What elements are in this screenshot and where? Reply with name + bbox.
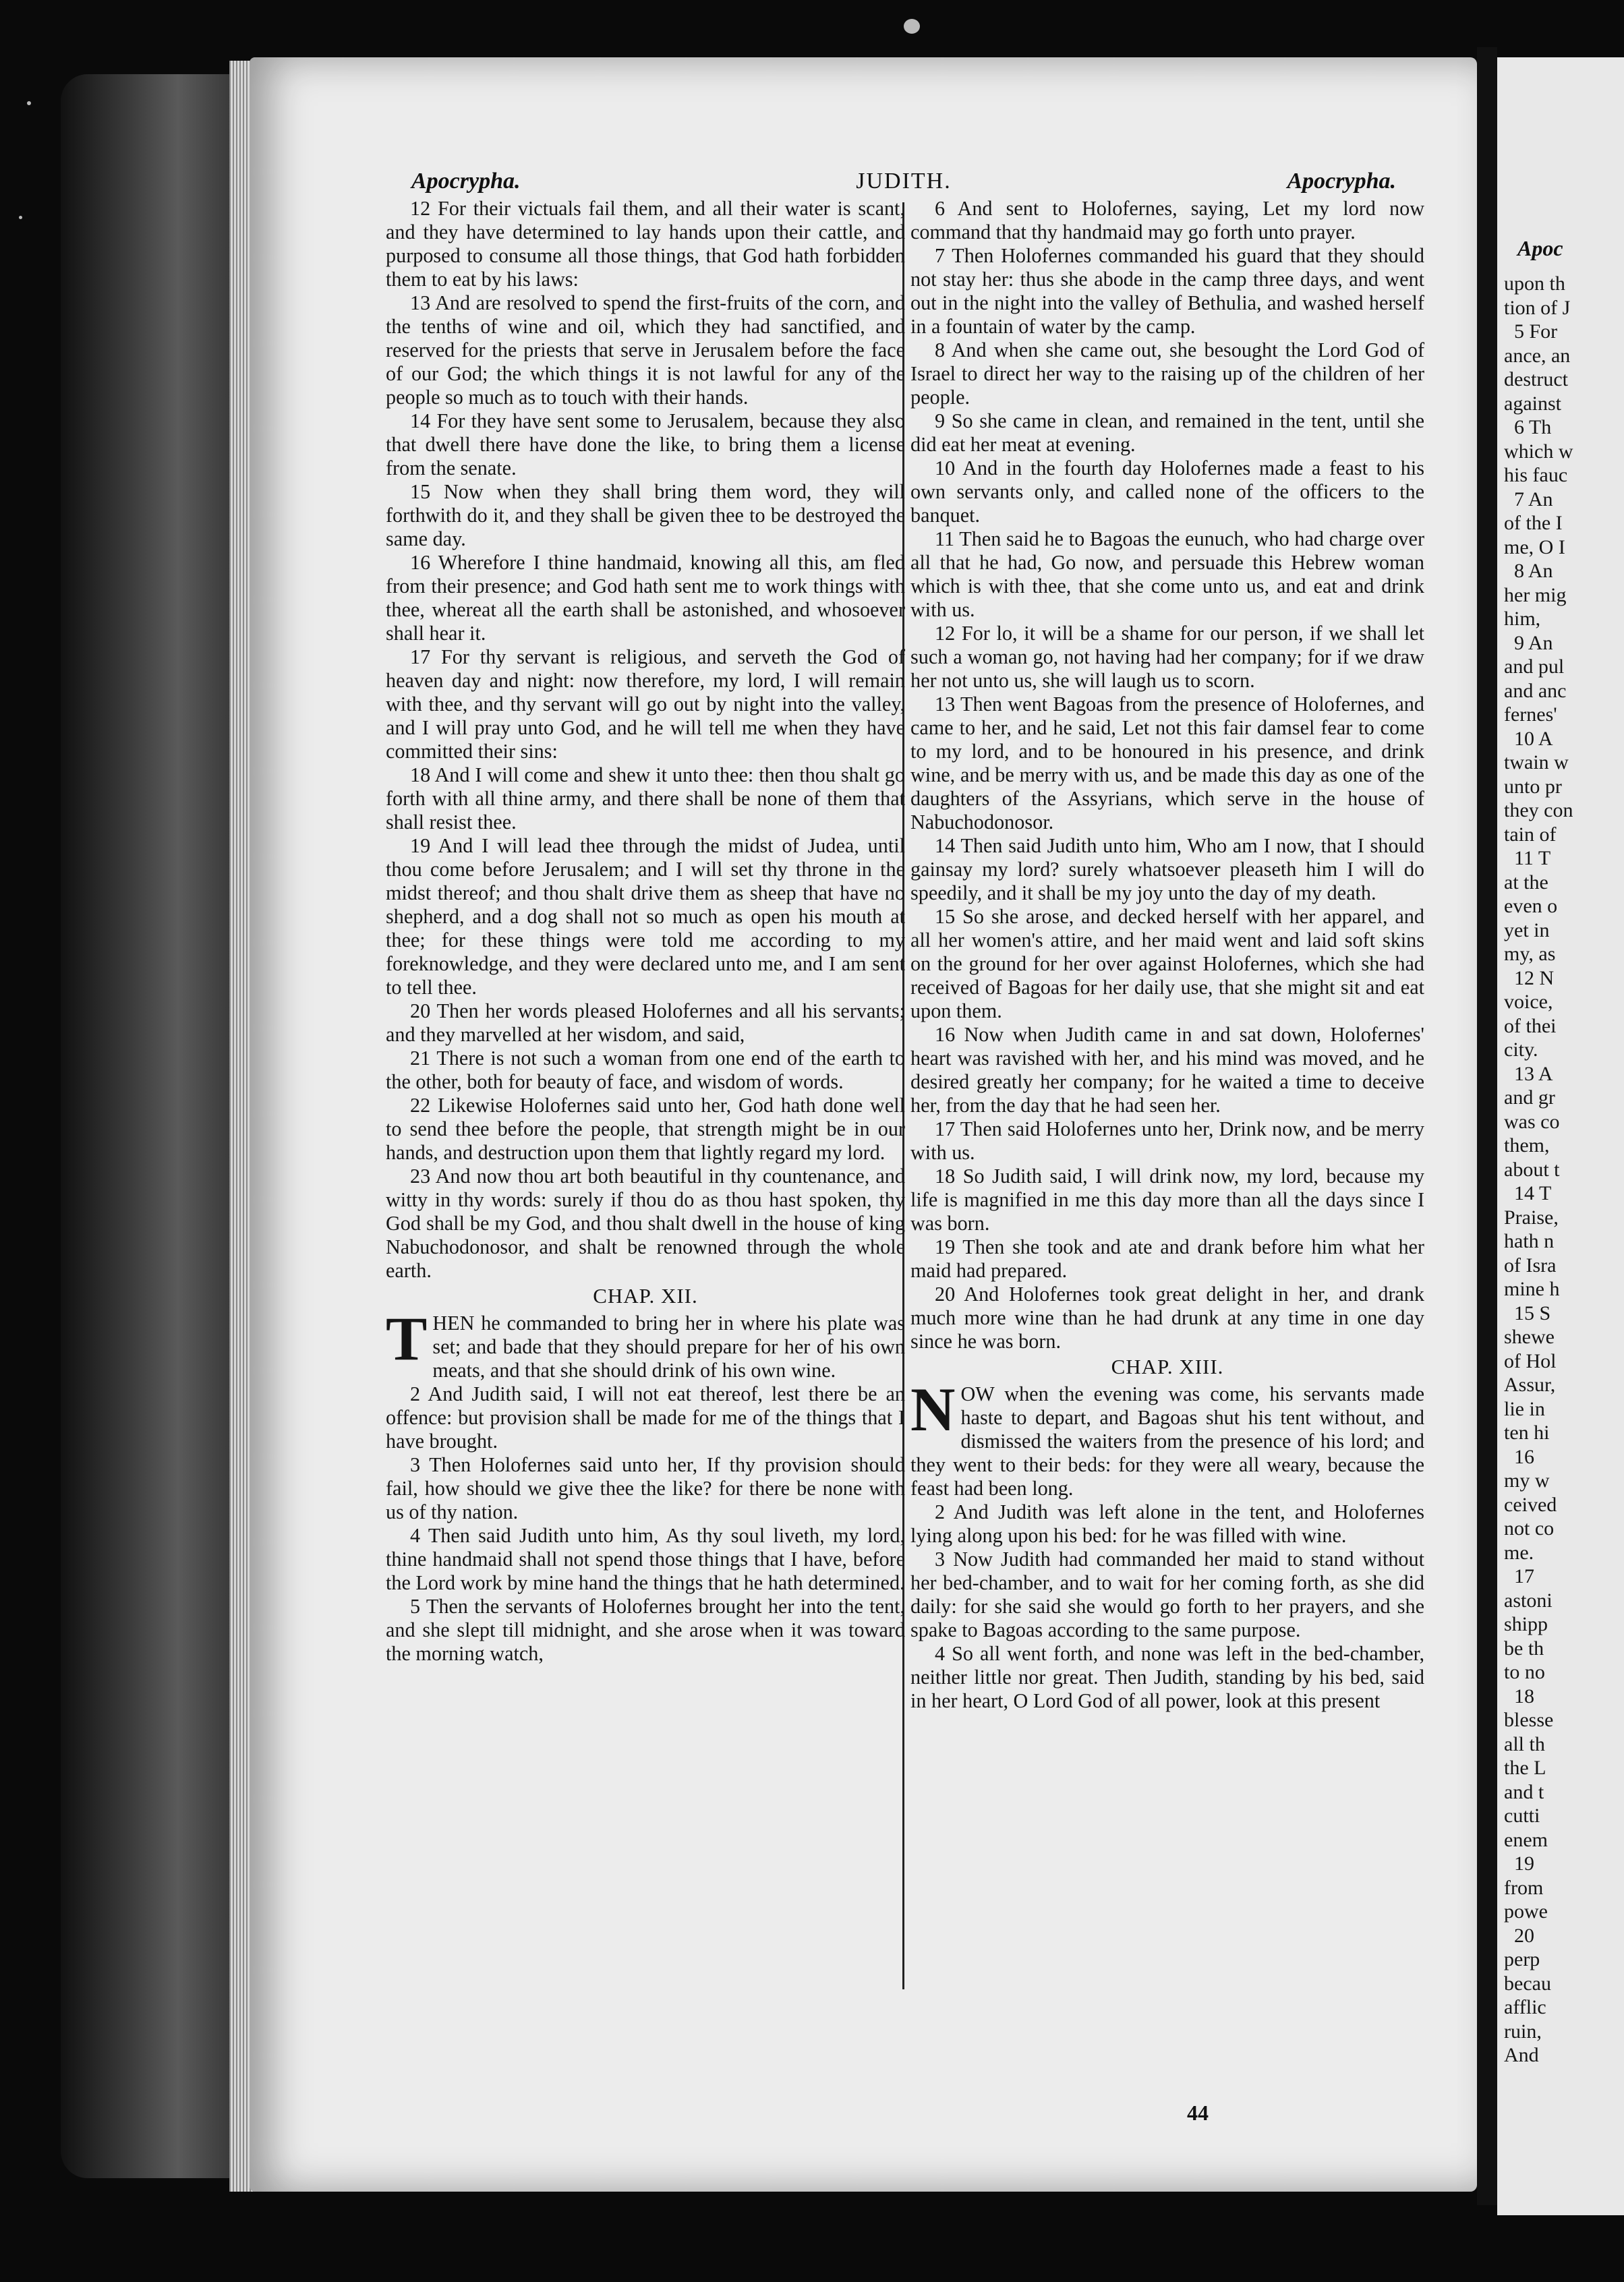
verse: 22 Likewise Holofernes said unto her, God hath done well to send thee before the people, that strength might be in our hands, and destruction upon them that lightly regard my lord. [386, 1094, 905, 1164]
verse: 4 Then said Judith unto him, As thy soul liveth, my lord, thine handmaid shall not spend those things that I have, before the Lord work by mine hand the things that he hath determined. [386, 1524, 905, 1594]
verse: 16 Wherefore I thine handmaid, knowing all this, am fled from their presence; and God hath sent me to work things with thee, whereat all the earth shall be astonished, and whosoever shall hear it. [386, 551, 905, 645]
next-page-header: Apoc [1517, 236, 1563, 260]
drop-cap: T [386, 1304, 428, 1373]
verse: 16 Now when Judith came in and sat down, Holofernes' heart was ravished with her, and his mind was moved, and he desired greatly her company; for he waited a time to deceive her, from the day that he had seen her. [910, 1023, 1424, 1117]
verse: 4 So all went forth, and none was left in the bed-chamber, neither little nor great. Then Judith, standing by his bed, said in her heart, O Lord God of all power, look at this present [910, 1642, 1424, 1712]
chapter-heading: CHAP. XIII. [1111, 1355, 1224, 1378]
verse: 14 For they have sent some to Jerusalem, because they also that dwell there have done the like, to bring them a license from the senate. [386, 409, 905, 479]
chapter-opening [386, 1304, 905, 1382]
verse: 15 Now when they shall bring them word, they will forthwith do it, and they shall be given thee to be destroyed the same day. [386, 480, 905, 550]
verse: 18 And I will come and shew it unto thee: then thou shalt go forth with all thine army, and there shall be none of them that shall resist thee. [386, 763, 905, 833]
book-spine [61, 74, 256, 2178]
verse: 8 And when she came out, she besought the Lord God of Israel to direct her way to the raising up of the children of her people. [910, 339, 1424, 409]
next-page-text: upon th tion of J 5 For ance, an destruct against 6 Th which w his fauc 7 An of the I me, O I 8 An her mig him, 9 An and pul and anc fernes' 10 A twain w unto pr they con tain of 11 T at the even o yet in my, as 12 N voice, of thei city. 13 A and gr was co them, about t 14 T Praise, hath n of Isra mine h 15 S shewe of Hol Assur, lie in ten hi 16 my w ceived not co me. 17 astoni shipp be th to no 18 blesse all th the L and t cutti enem 19 from powe 20 perp becau afflic ruin, And [1504, 272, 1573, 2066]
verse: 7 Then Holofernes commanded his guard that they should not stay her: thus she abode in the camp three days, and went out in the night into the valley of Bethulia, and washed herself in a fountain of water by the camp. [910, 244, 1424, 338]
verse: 9 So she came in clean, and remained in the tent, until she did eat her meat at evening. [910, 409, 1424, 456]
verse: 21 There is not such a woman from one end of the earth to the other, both for beauty of face, and wisdom of words. [386, 1047, 905, 1093]
verse: 17 For thy servant is religious, and serveth the God of heaven day and night: now therefore, my lord, I will remain with thee, and thy servant will go out by night into the valley, and I will pray unto God, and he will tell me when they have committed their sins: [386, 645, 905, 763]
opening-text: OW when the evening was come, his servants made haste to depart, and Bagoas shut his tent without, and dismissed the waiters from the presence of his lord; and they went to their beds: for they were all weary, because the feast had been long. [910, 1382, 1424, 1500]
verse: 3 Now Judith had commanded her maid to stand without her bed-chamber, and to wait for her coming forth, as she did daily: for she said she would go forth to her prayers, and she spake to Bagoas according to the same purpose. [910, 1548, 1424, 1641]
right-column [910, 197, 1424, 1713]
verse: 12 For lo, it will be a shame for our person, if we shall let such a woman go, not having had her company; for if we draw her not unto us, she will laugh us to scorn. [910, 622, 1424, 692]
verse: 2 And Judith was left alone in the tent, and Holofernes lying along upon his bed: for he was filled with wine. [910, 1500, 1424, 1547]
verse: 6 And sent to Holofernes, saying, Let my lord now command that thy handmaid may go forth unto prayer. [910, 197, 1424, 243]
left-column [386, 197, 905, 1666]
next-page [1497, 57, 1624, 2215]
opening-text: HEN he commanded to bring her in where his plate was set; and bade that they should prepare for her of his own meats, and that she should drink of his own wine. [432, 1312, 905, 1382]
verse: 12 For their victuals fail them, and all their water is scant, and they have determined to lay hands upon their cattle, and purposed to consume all those things, that God hath forbidden them to eat by his laws: [386, 197, 905, 291]
verse: 19 And I will lead thee through the midst of Judea, until thou come before Jerusalem; and I will set thy throne in the midst thereof; and thou shalt drive them as sheep that have no shepherd, and a dog shall not so much as open his mouth at thee; for these things were told me according to my foreknowledge, and they were declared unto me, and I am sent to tell thee. [386, 834, 905, 999]
verse: 13 Then went Bagoas from the presence of Holofernes, and came to her, and he said, Let not this fair damsel fear to come to my lord, and to be honoured in his presence, and drink wine, and be merry with us, and be made this day as one of the daughters of the Assyrians, which serve in the house of Nabuchodonosor. [910, 693, 1424, 833]
verse: 5 Then the servants of Holofernes brought her into the tent, and she slept till midnight, and she arose when it was toward the morning watch, [386, 1595, 905, 1665]
verse: 10 And in the fourth day Holofernes made a feast to his own servants only, and called none of the officers to the banquet. [910, 457, 1424, 527]
dust-speck [27, 101, 31, 105]
dust-speck [904, 19, 920, 34]
verse: 20 Then her words pleased Holofernes and all his servants; and they marvelled at her wisdom, and said, [386, 999, 905, 1046]
verse: 18 So Judith said, I will drink now, my lord, because my life is magnified in me this day more than all the days since I was born. [910, 1165, 1424, 1235]
dust-speck [19, 216, 22, 219]
page-number: 44 [1187, 2101, 1209, 2125]
verse: 15 So she arose, and decked herself with her apparel, and all her women's attire, and her maid went and laid soft skins on the ground for her over against Holofernes, which she had received of Bagoas for her daily use, that she might sit and eat upon them. [910, 905, 1424, 1022]
verse: 11 Then said he to Bagoas the eunuch, who had charge over all that he had, Go now, and persuade this Hebrew woman which is with thee, that she come unto us, and eat and drink with us. [910, 527, 1424, 621]
drop-cap: N [910, 1375, 956, 1444]
verse: 23 And now thou art both beautiful in thy countenance, and witty in thy words: surely if thou do as thou hast spoken, thy God shall be my God, and thou shalt dwell in the house of king Nabuchodonosor, and shalt be renowned through the whole earth. [386, 1165, 905, 1282]
verse: 20 And Holofernes took great delight in her, and drank much more wine than he had drunk at any time in one day since he was born. [910, 1283, 1424, 1353]
book-gutter [1477, 47, 1497, 2205]
header-right: Apocrypha. [1287, 169, 1396, 194]
verse: 13 And are resolved to spend the first-fruits of the corn, and the tenths of wine and oil, which they had sanctified, and reserved for the priests that serve in Jerusalem before the face of our God; the which things it is not lawful for any of the people so much as to touch with their hands. [386, 291, 905, 409]
chapter-opening [910, 1375, 1424, 1500]
verse: 14 Then said Judith unto him, Who am I now, that I should gainsay my lord? surely whatsoever pleaseth him I will do speedily, and it shall be my joy unto the day of my death. [910, 834, 1424, 904]
header-title: JUDITH. [856, 169, 952, 194]
header-left: Apocrypha. [411, 169, 521, 194]
verse: 3 Then Holofernes said unto her, If thy provision should fail, how should we give thee the like? for there be none with us of thy nation. [386, 1453, 905, 1523]
chapter-heading: CHAP. XII. [593, 1284, 698, 1308]
verse: 2 And Judith said, I will not eat thereof, lest there be an offence: but provision shall be made for me of the things that I have brought. [386, 1382, 905, 1453]
verse: 17 Then said Holofernes unto her, Drink now, and be merry with us. [910, 1117, 1424, 1164]
verse: 19 Then she took and ate and drank before him what her maid had prepared. [910, 1235, 1424, 1282]
